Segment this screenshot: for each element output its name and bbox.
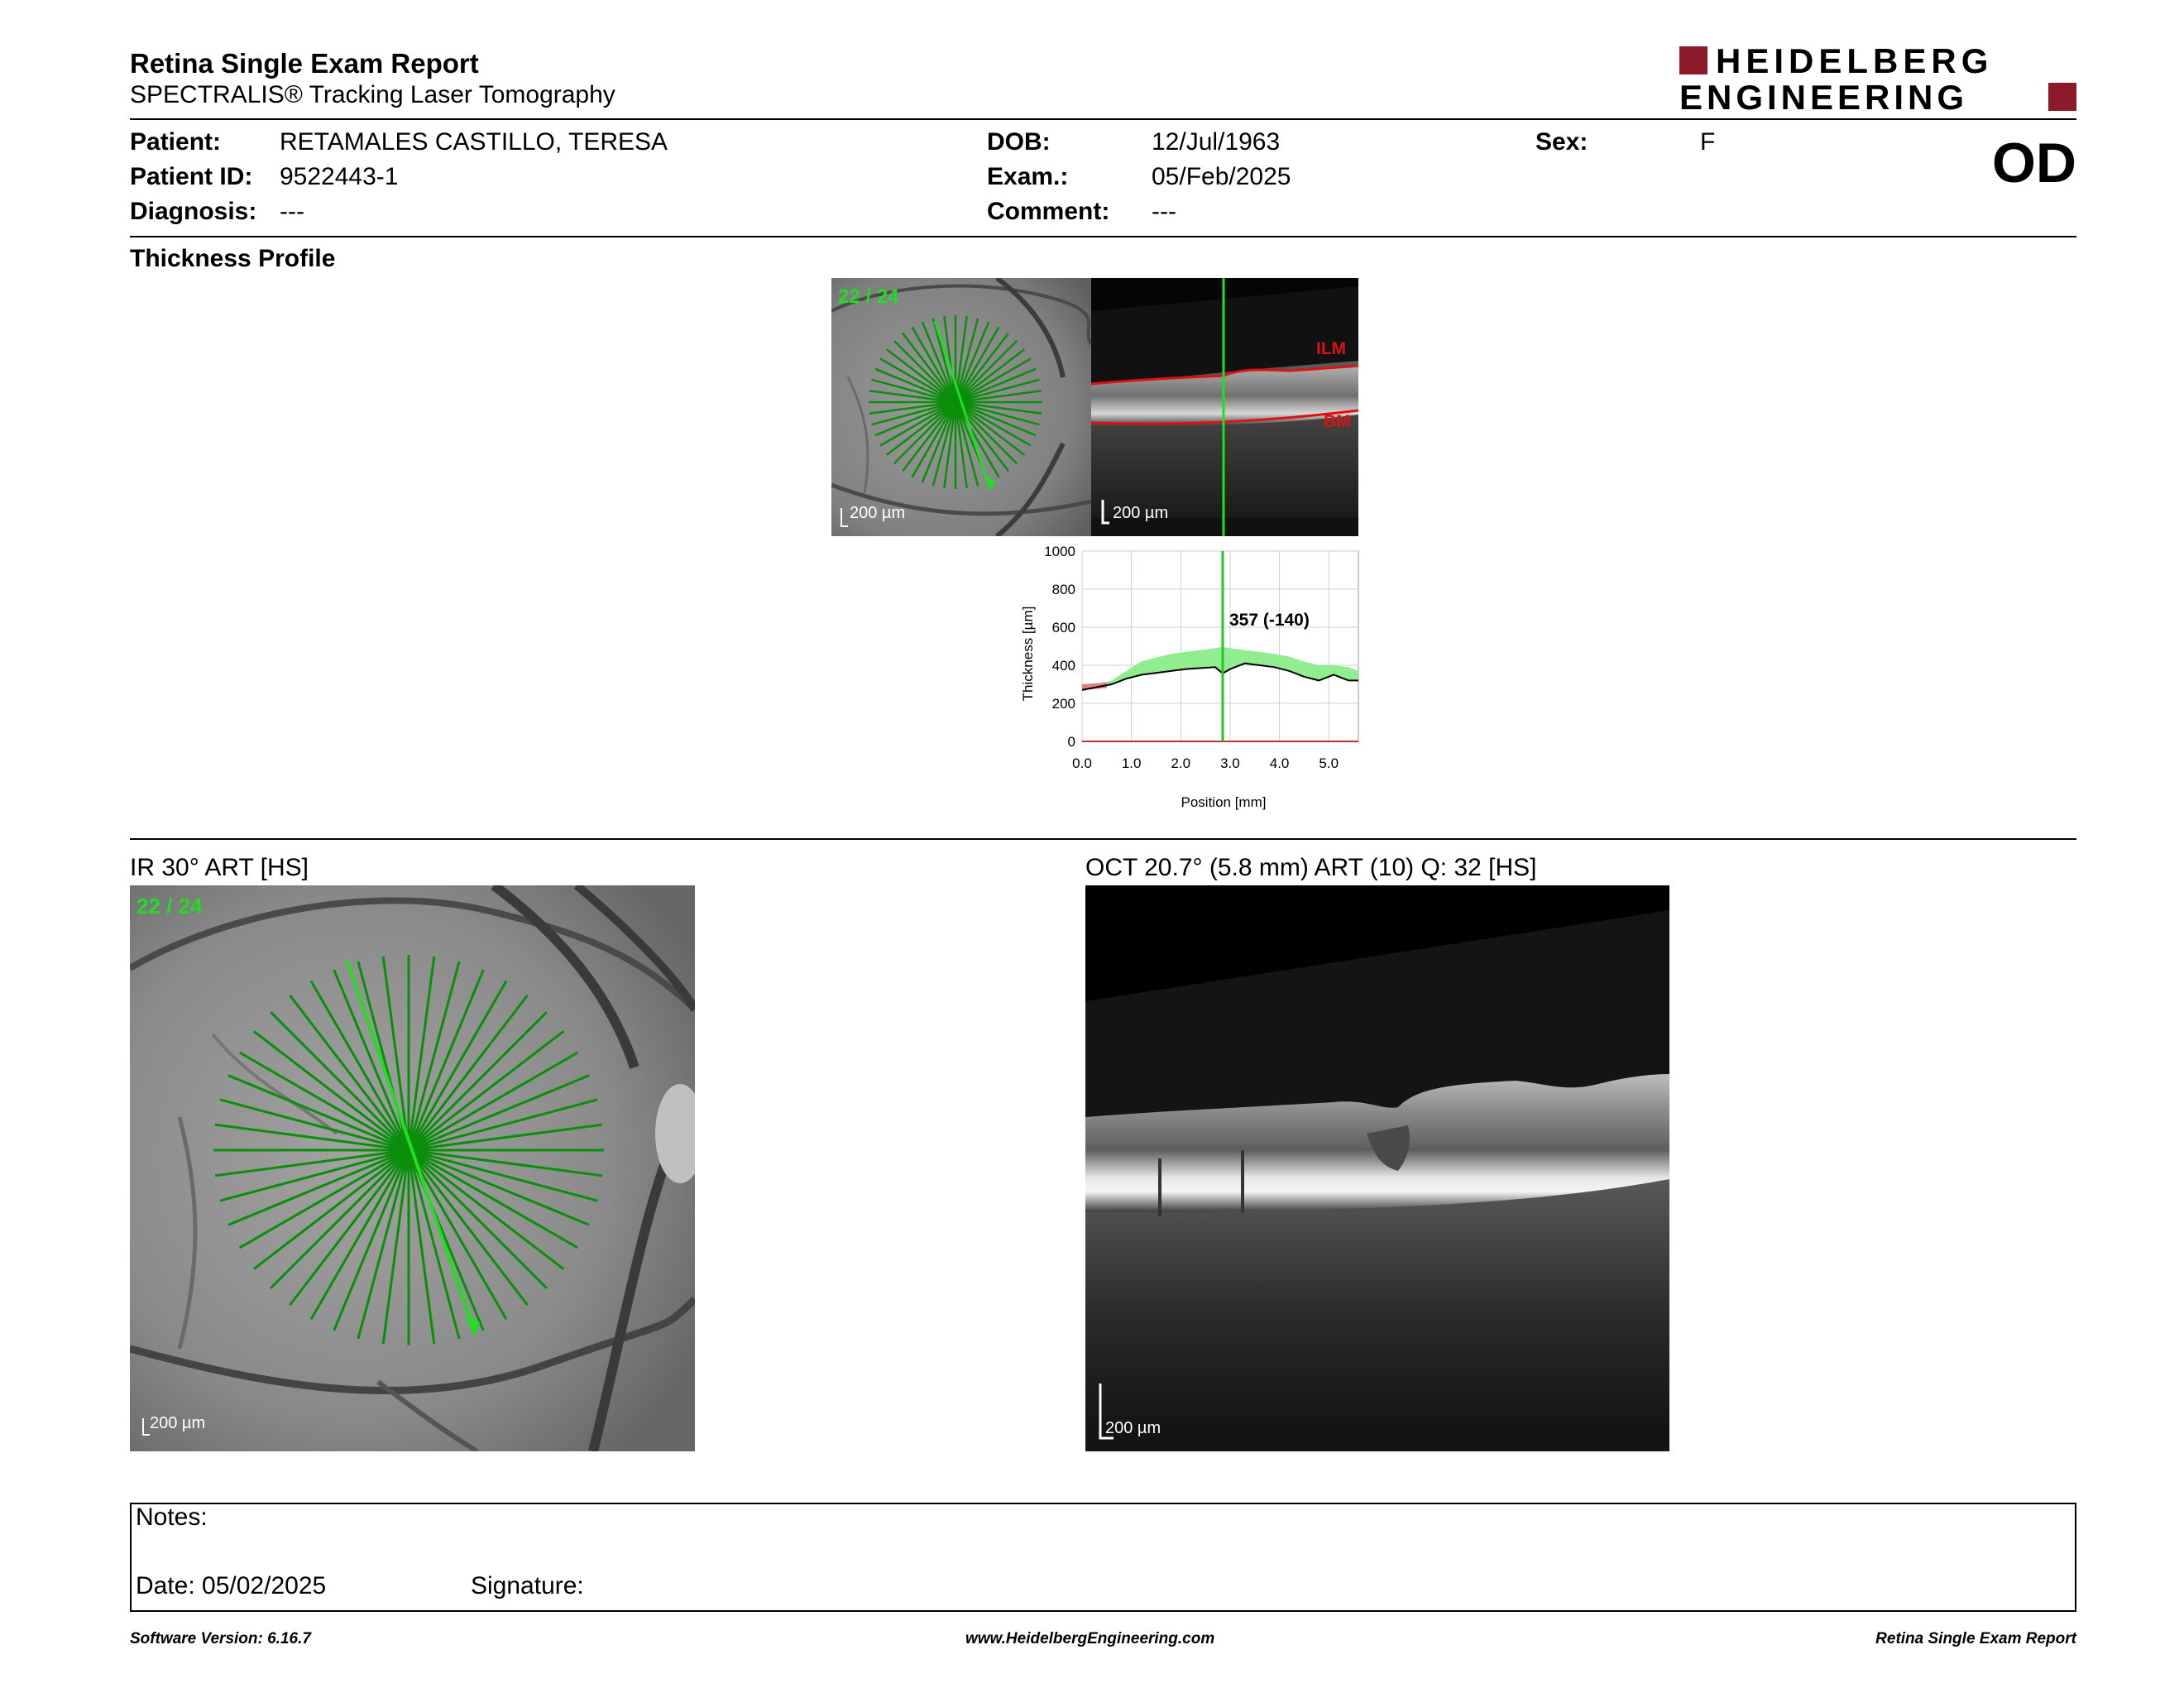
fundus-scale: 200 µm: [850, 504, 906, 522]
chart-xlabel: Position [mm]: [1181, 794, 1267, 810]
oct-big-scale: 200 µm: [1105, 1419, 1161, 1437]
patient-id-label: Patient ID:: [130, 163, 253, 190]
footer-software-version: Software Version: 6.16.7: [130, 1630, 311, 1647]
exam-value: 05/Feb/2025: [1152, 163, 1291, 190]
chart-ytick-label: 200: [1051, 696, 1075, 712]
footer-report-name: Retina Single Exam Report: [1875, 1630, 2076, 1647]
logo-line1: HEIDELBERG: [1716, 43, 1994, 80]
oct-bscan-image: [1085, 885, 1669, 1451]
chart-annotation: 357 (-140): [1228, 611, 1310, 630]
dob-value: 12/Jul/1963: [1152, 128, 1281, 156]
thickness-profile-heading: Thickness Profile: [130, 245, 336, 272]
patient-divider: [130, 236, 2076, 237]
chart-xtick-label: 4.0: [1269, 755, 1290, 771]
notes-box[interactable]: [130, 1503, 2076, 1612]
chart-ylabel: Thickness [µm]: [1020, 606, 1036, 702]
diagnosis-label: Diagnosis:: [130, 198, 257, 225]
ir-scale: 200 µm: [150, 1414, 206, 1432]
signature-label: Signature:: [471, 1572, 584, 1599]
ir-fundus-image: [130, 885, 695, 1451]
dob-label: DOB:: [987, 128, 1051, 156]
report-title: Retina Single Exam Report: [130, 48, 479, 79]
thickness-fundus-image: [831, 278, 1091, 536]
oct-scale: 200 µm: [1113, 504, 1169, 522]
ir-heading: IR 30° ART [HS]: [130, 854, 309, 881]
comment-label: Comment:: [987, 198, 1110, 225]
fundus-counter: 22 / 24: [838, 285, 899, 308]
chart-xtick-label: 5.0: [1319, 755, 1339, 771]
chart-xtick-label: 1.0: [1121, 755, 1142, 771]
ilm-label: ILM: [1316, 339, 1347, 358]
sex-value: F: [1700, 128, 1716, 156]
chart-ytick-label: 800: [1051, 582, 1075, 597]
thickness-chart: [1018, 538, 1365, 819]
report-subtitle: SPECTRALIS® Tracking Laser Tomography: [130, 81, 615, 108]
header-divider: [130, 118, 2076, 120]
heidelberg-logo: [1679, 43, 2076, 117]
logo-line2: ENGINEERING: [1679, 78, 1969, 117]
ir-counter: 22 / 24: [136, 894, 203, 918]
sex-label: Sex:: [1535, 128, 1588, 156]
chart-xtick-label: 2.0: [1171, 755, 1191, 771]
chart-ytick-label: 1000: [1044, 544, 1075, 559]
chart-xtick-label: 3.0: [1220, 755, 1240, 771]
footer-website[interactable]: www.HeidelbergEngineering.com: [965, 1630, 1215, 1647]
chart-frame: [1082, 551, 1358, 741]
thickness-oct-image: [1091, 278, 1358, 536]
patient-id-value: 9522443-1: [280, 163, 399, 190]
patient-label: Patient:: [130, 128, 222, 156]
comment-value: ---: [1152, 198, 1176, 225]
notes-label: Notes:: [136, 1503, 208, 1531]
chart-ytick-label: 600: [1051, 620, 1075, 635]
bm-label: BM: [1324, 412, 1351, 431]
patient-name: RETAMALES CASTILLO, TERESA: [280, 128, 668, 156]
section-divider: [130, 838, 2076, 840]
exam-label: Exam.:: [987, 163, 1069, 190]
diagnosis-value: ---: [280, 198, 304, 225]
date-label: Date: 05/02/2025: [136, 1572, 327, 1599]
chart-ytick-label: 0: [1067, 734, 1075, 750]
eye-indicator: OD: [1992, 132, 2076, 194]
oct-heading: OCT 20.7° (5.8 mm) ART (10) Q: 32 [HS]: [1085, 854, 1537, 881]
chart-xtick-label: 0.0: [1072, 755, 1092, 771]
chart-ytick-label: 400: [1051, 658, 1075, 674]
